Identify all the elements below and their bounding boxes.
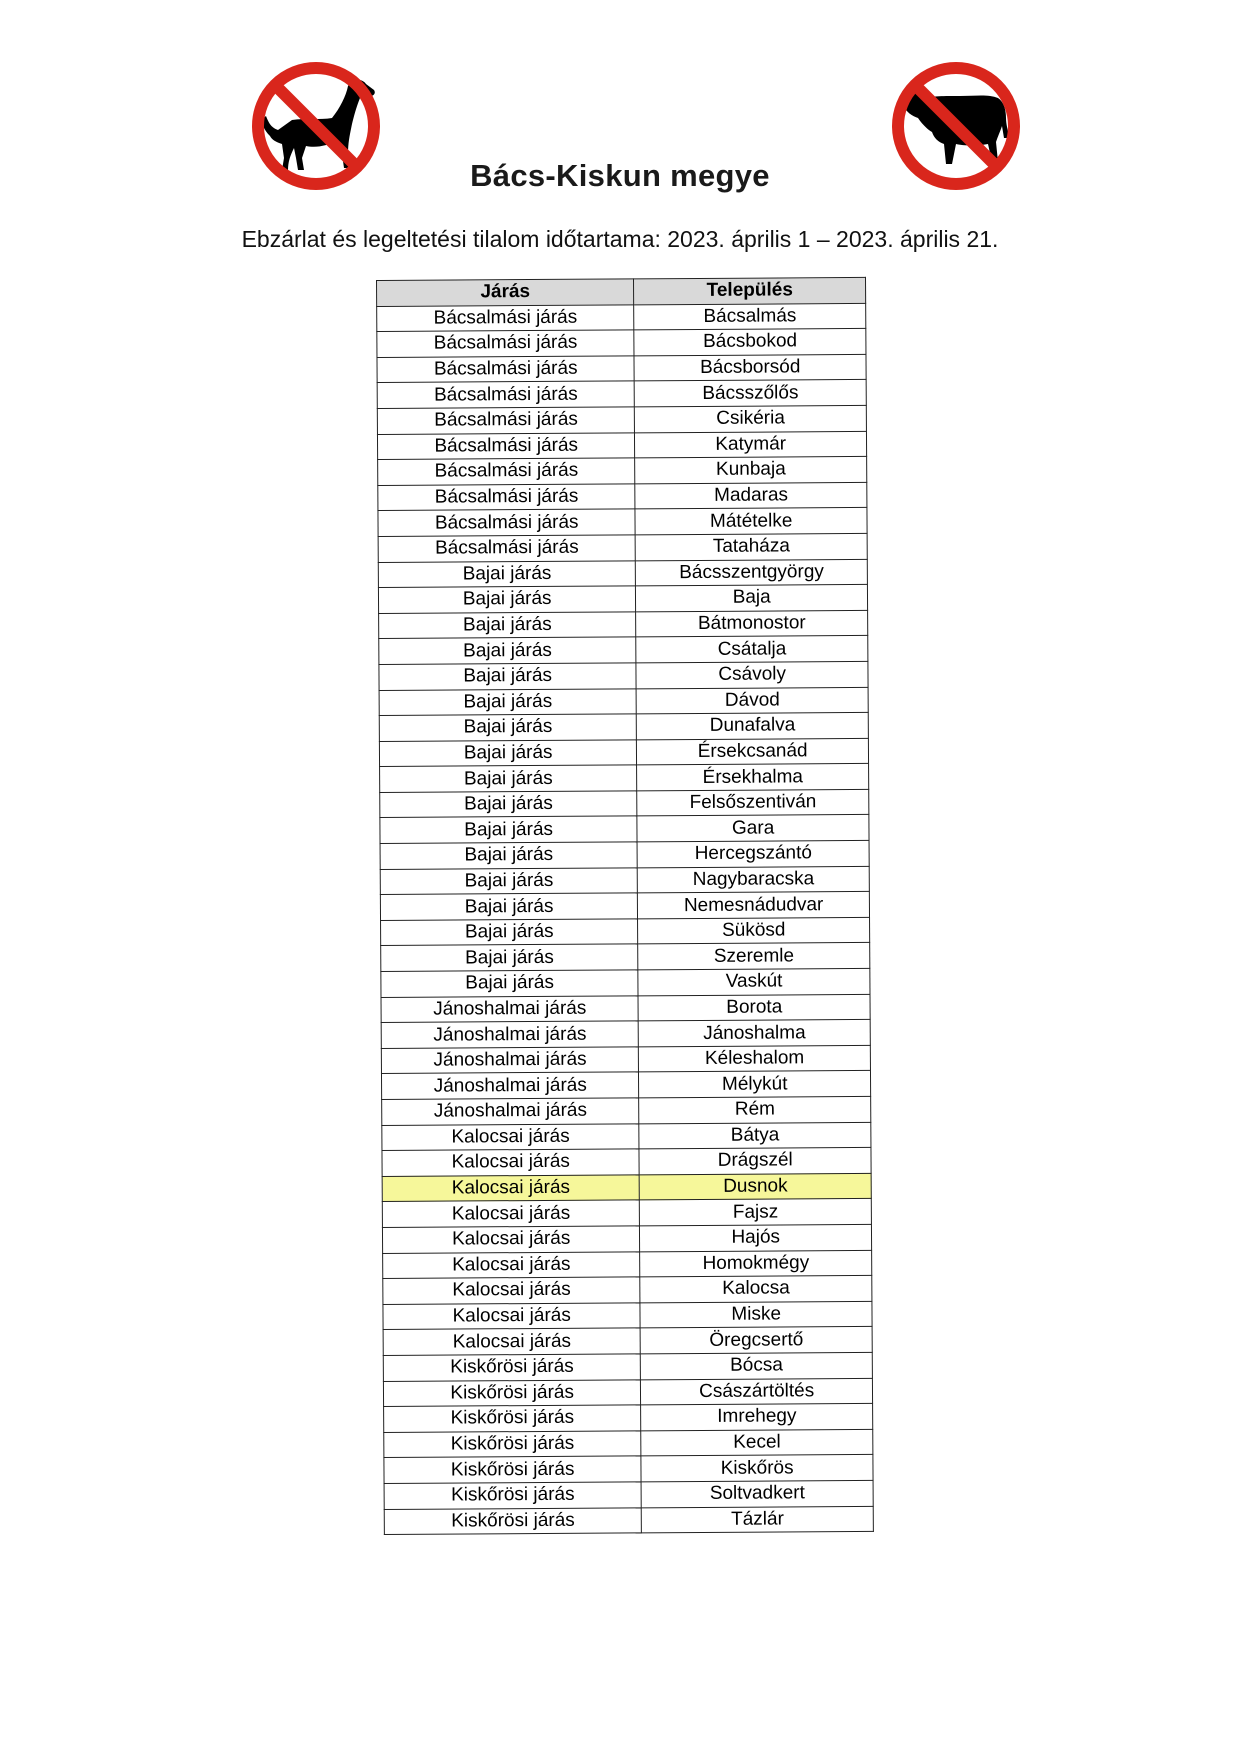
- table-row: [377, 354, 866, 383]
- district-cell: Bácsalmási járás: [377, 330, 635, 357]
- table-row: [381, 917, 870, 946]
- table-row: [383, 1378, 872, 1407]
- table-row: [382, 1122, 871, 1151]
- settlement-cell: Bácsszőlős: [635, 380, 867, 407]
- table-row: [379, 661, 868, 690]
- district-cell: Kiskőrösi járás: [384, 1405, 642, 1432]
- table-row: [381, 1045, 870, 1074]
- district-cell: Kiskőrösi járás: [383, 1354, 641, 1381]
- district-cell: Kiskőrösi járás: [384, 1507, 642, 1534]
- settlement-cell: Érsekcsanád: [637, 738, 869, 765]
- table-row: [380, 764, 869, 793]
- district-cell: Bajai járás: [378, 586, 636, 613]
- table-row: [377, 329, 866, 358]
- table-row: [381, 968, 870, 997]
- district-cell: Bácsalmási járás: [378, 535, 636, 562]
- district-cell: Bajai járás: [380, 791, 638, 818]
- settlement-cell: Jánoshalma: [639, 1020, 871, 1047]
- table-row: [379, 687, 868, 716]
- table-row: [382, 1224, 871, 1253]
- district-cell: Kiskőrösi járás: [384, 1456, 642, 1483]
- no-cattle-icon: [888, 58, 1024, 194]
- table-row: [377, 303, 866, 332]
- settlement-cell: Érsekhalma: [637, 764, 869, 791]
- table-row: [380, 840, 869, 869]
- district-cell: Bácsalmási járás: [378, 458, 636, 485]
- table-row: [381, 1071, 870, 1100]
- district-cell: Jánoshalmai járás: [381, 995, 639, 1022]
- settlement-cell: Bácsalmás: [634, 303, 866, 330]
- table-row: [380, 789, 869, 818]
- settlement-cell: Kalocsa: [640, 1276, 872, 1303]
- table-row: [378, 508, 867, 537]
- settlement-cell: Kéleshalom: [639, 1045, 871, 1072]
- settlement-cell: Dunafalva: [637, 713, 869, 740]
- settlement-cell: Szeremle: [638, 943, 870, 970]
- settlement-cell: Kiskőrös: [641, 1455, 873, 1482]
- table-row: [381, 1020, 870, 1049]
- column-header-settlement: Település: [634, 277, 866, 304]
- settlement-cell: Rém: [639, 1096, 871, 1123]
- district-cell: Jánoshalmai járás: [381, 1021, 639, 1048]
- district-cell: Kiskőrösi járás: [384, 1431, 642, 1458]
- table-row: [384, 1455, 873, 1484]
- district-cell: Kalocsai járás: [382, 1175, 640, 1202]
- district-cell: Bajai járás: [379, 612, 637, 639]
- district-cell: Bácsalmási járás: [377, 407, 635, 434]
- table-row: [377, 380, 866, 409]
- settlement-cell: Katymár: [635, 431, 867, 458]
- settlement-cell: Felsőszentiván: [637, 789, 869, 816]
- table-row: [379, 636, 868, 665]
- settlement-cell: Fajsz: [640, 1199, 872, 1226]
- table-row: [379, 610, 868, 639]
- district-cell: Bajai járás: [381, 944, 639, 971]
- settlement-cell: Homokmégy: [640, 1250, 872, 1277]
- table-row: [384, 1404, 873, 1433]
- table-row: [384, 1506, 873, 1535]
- district-cell: Bácsalmási járás: [378, 509, 636, 536]
- table-row: [378, 559, 867, 588]
- settlement-cell: Borota: [638, 994, 870, 1021]
- settlement-cell: Dusnok: [639, 1173, 871, 1200]
- table-row: [383, 1327, 872, 1356]
- district-cell: Kalocsai járás: [382, 1123, 640, 1150]
- settlement-cell: Hajós: [640, 1224, 872, 1251]
- settlement-cell: Hercegszántó: [637, 840, 869, 867]
- district-cell: Kalocsai járás: [383, 1277, 641, 1304]
- district-cell: Kalocsai járás: [383, 1328, 641, 1355]
- column-header-district: Járás: [377, 279, 635, 306]
- district-cell: Kalocsai járás: [383, 1251, 641, 1278]
- district-cell: Bácsalmási járás: [377, 381, 635, 408]
- settlement-cell: Tataháza: [635, 533, 867, 560]
- table-body: [377, 303, 874, 1535]
- period-subtitle: Ebzárlat és legeltetési tilalom időtartama: 2023. április 1 – 2023. április 21.: [241, 226, 999, 252]
- table-row: [378, 457, 867, 486]
- table-row: [379, 738, 868, 767]
- settlement-cell: Bácsborsód: [634, 354, 866, 381]
- district-cell: Bajai járás: [379, 663, 637, 690]
- settlement-cell: Tázlár: [642, 1506, 874, 1533]
- district-cell: Bajai járás: [379, 740, 637, 767]
- district-cell: Jánoshalmai járás: [381, 1072, 639, 1099]
- settlement-cell: Soltvadkert: [641, 1480, 873, 1507]
- district-cell: Bácsalmási járás: [377, 304, 635, 331]
- settlement-cell: Csávoly: [636, 661, 868, 688]
- settlement-cell: Bócsa: [641, 1352, 873, 1379]
- settlement-cell: Baja: [636, 585, 868, 612]
- table-row: [383, 1250, 872, 1279]
- district-cell: Kalocsai járás: [382, 1149, 640, 1176]
- settlement-cell: Öregcsertő: [640, 1327, 872, 1354]
- settlement-cell: Miske: [640, 1301, 872, 1328]
- table-row: [377, 431, 866, 460]
- settlement-cell: Bátya: [639, 1122, 871, 1149]
- settlement-cell: Drágszél: [639, 1148, 871, 1175]
- settlements-table: [376, 277, 874, 1535]
- table-row: [380, 892, 869, 921]
- district-cell: Bajai járás: [380, 765, 638, 792]
- settlement-cell: Kunbaja: [635, 457, 867, 484]
- table-row: [380, 866, 869, 895]
- district-cell: Bajai járás: [378, 560, 636, 587]
- district-cell: Bácsalmási járás: [377, 356, 635, 383]
- settlement-cell: Mátételke: [635, 508, 867, 535]
- district-cell: Kalocsai járás: [382, 1200, 640, 1227]
- table-row: [381, 943, 870, 972]
- settlement-cell: Nagybaracska: [638, 866, 870, 893]
- settlement-cell: Bácsbokod: [634, 329, 866, 356]
- table-row: [382, 1096, 871, 1125]
- district-cell: Bajai járás: [380, 893, 638, 920]
- district-cell: Bajai járás: [380, 868, 638, 895]
- table-row: [378, 482, 867, 511]
- table-row: [378, 585, 867, 614]
- table-row: [379, 713, 868, 742]
- district-cell: Kalocsai járás: [382, 1226, 640, 1253]
- settlement-cell: Bátmonostor: [636, 610, 868, 637]
- district-cell: Kalocsai járás: [383, 1303, 641, 1330]
- page-title: Bács-Kiskun megye: [470, 158, 770, 193]
- table-row: [377, 405, 866, 434]
- district-cell: Bajai járás: [379, 714, 637, 741]
- table-row: [383, 1301, 872, 1330]
- settlement-cell: Imrehegy: [641, 1404, 873, 1431]
- table-row: [380, 815, 869, 844]
- settlement-cell: Csátalja: [636, 636, 868, 663]
- table-row: [384, 1480, 873, 1509]
- district-cell: Bácsalmási járás: [377, 432, 635, 459]
- settlement-cell: Mélykút: [639, 1071, 871, 1098]
- settlement-cell: Gara: [637, 815, 869, 842]
- settlement-cell: Nemesnádudvar: [638, 892, 870, 919]
- table-row: [378, 533, 867, 562]
- settlement-cell: Vaskút: [638, 968, 870, 995]
- district-cell: Kiskőrösi járás: [383, 1379, 641, 1406]
- table-row: [383, 1352, 872, 1381]
- table-row: [382, 1173, 871, 1202]
- district-cell: Jánoshalmai járás: [382, 1098, 640, 1125]
- district-cell: Kiskőrösi járás: [384, 1482, 642, 1509]
- district-cell: Jánoshalmai járás: [381, 1047, 639, 1074]
- table-header-row: [377, 277, 866, 306]
- settlement-cell: Kecel: [641, 1429, 873, 1456]
- district-cell: Bajai járás: [381, 919, 639, 946]
- table-row: [381, 994, 870, 1023]
- district-cell: Bajai járás: [381, 970, 639, 997]
- settlement-cell: Csikéria: [635, 405, 867, 432]
- district-cell: Bajai járás: [380, 842, 638, 869]
- settlement-cell: Császártöltés: [641, 1378, 873, 1405]
- district-cell: Bácsalmási járás: [378, 484, 636, 511]
- table-row: [384, 1429, 873, 1458]
- district-cell: Bajai járás: [379, 637, 637, 664]
- district-cell: Bajai járás: [380, 816, 638, 843]
- settlement-cell: Madaras: [635, 482, 867, 509]
- settlement-cell: Dávod: [636, 687, 868, 714]
- table-row: [382, 1199, 871, 1228]
- table-row: [383, 1276, 872, 1305]
- district-cell: Bajai járás: [379, 688, 637, 715]
- settlement-cell: Bácsszentgyörgy: [636, 559, 868, 586]
- settlement-cell: Sükösd: [638, 917, 870, 944]
- table-row: [382, 1148, 871, 1177]
